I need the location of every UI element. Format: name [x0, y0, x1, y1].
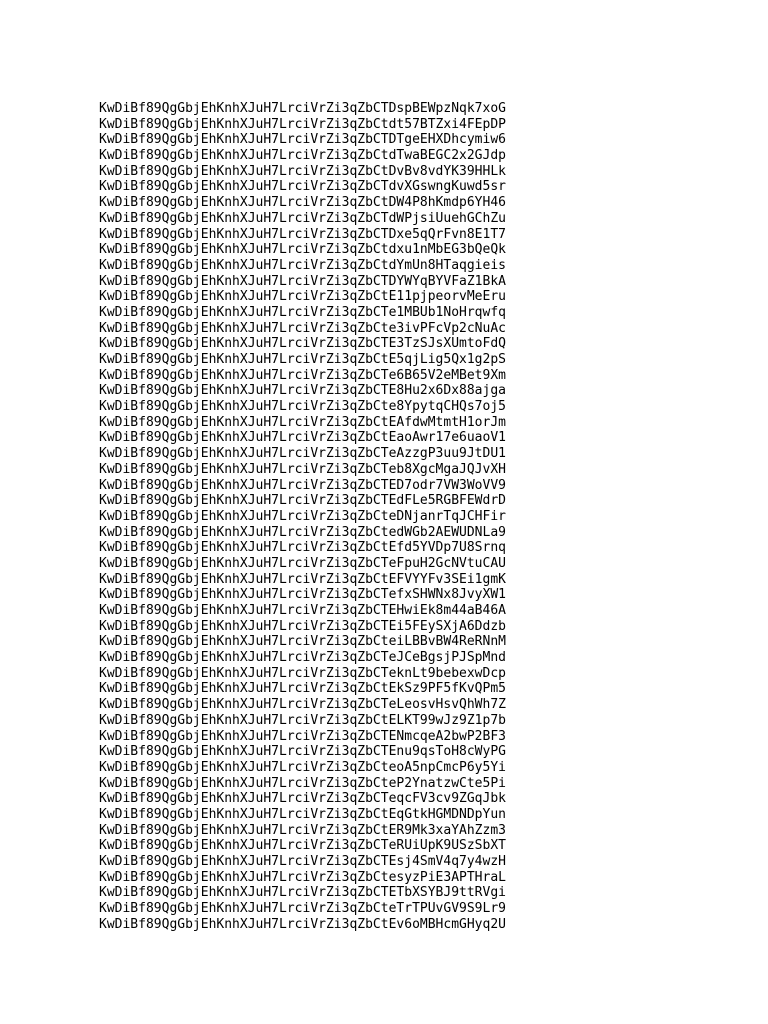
key-line: KwDiBf89QgGbjEhKnhXJuH7LrciVrZi3qZbCtDW4P8hKmdp6YH46 [99, 195, 506, 211]
key-line: KwDiBf89QgGbjEhKnhXJuH7LrciVrZi3qZbCTETbXSYBJ9ttRVgi [99, 885, 506, 901]
key-line: KwDiBf89QgGbjEhKnhXJuH7LrciVrZi3qZbCTE8Hu2x6Dx88ajga [99, 383, 506, 399]
key-line: KwDiBf89QgGbjEhKnhXJuH7LrciVrZi3qZbCtE5qjLig5Qx1g2pS [99, 352, 506, 367]
key-line: KwDiBf89QgGbjEhKnhXJuH7LrciVrZi3qZbCTdvXGswngKuwd5sr [99, 179, 506, 195]
key-line: KwDiBf89QgGbjEhKnhXJuH7LrciVrZi3qZbCteoA5npCmcP6y5Yi [99, 759, 506, 775]
key-line: KwDiBf89QgGbjEhKnhXJuH7LrciVrZi3qZbCTdWPjsiUuehGChZu [99, 210, 506, 226]
key-line: KwDiBf89QgGbjEhKnhXJuH7LrciVrZi3qZbCTeAzzgP3uu9JtDU1 [99, 446, 506, 462]
key-line: KwDiBf89QgGbjEhKnhXJuH7LrciVrZi3qZbCtEkSz9PF5fKvQPm5 [99, 681, 506, 697]
key-line: KwDiBf89QgGbjEhKnhXJuH7LrciVrZi3qZbCTENmcqeA2bwP2BF3 [99, 728, 506, 744]
key-line: KwDiBf89QgGbjEhKnhXJuH7LrciVrZi3qZbCTe6B65V2eMBet9Xm [99, 367, 506, 383]
key-line: KwDiBf89QgGbjEhKnhXJuH7LrciVrZi3qZbCtE11pjpeorvMeEru [99, 289, 506, 305]
key-line: KwDiBf89QgGbjEhKnhXJuH7LrciVrZi3qZbCtEv6oMBHcmGHyq2U [99, 916, 506, 932]
key-line: KwDiBf89QgGbjEhKnhXJuH7LrciVrZi3qZbCTeknLt9bebexwDcp [99, 665, 506, 681]
key-list [99, 101, 506, 932]
key-line: KwDiBf89QgGbjEhKnhXJuH7LrciVrZi3qZbCtDvBv8vdYK39HHLk [99, 163, 506, 179]
key-line: KwDiBf89QgGbjEhKnhXJuH7LrciVrZi3qZbCtELKT99wJz9Z1p7b [99, 712, 506, 728]
key-line: KwDiBf89QgGbjEhKnhXJuH7LrciVrZi3qZbCtdTwaBEGC2x2GJdp [99, 148, 506, 164]
key-line: KwDiBf89QgGbjEhKnhXJuH7LrciVrZi3qZbCTDYWYqBYVFaZ1BkA [99, 273, 506, 289]
key-line: KwDiBf89QgGbjEhKnhXJuH7LrciVrZi3qZbCTEi5FEySXjA6Ddzb [99, 618, 506, 634]
key-line: KwDiBf89QgGbjEhKnhXJuH7LrciVrZi3qZbCTEnu9qsToH8cWyPG [99, 744, 506, 760]
key-line: KwDiBf89QgGbjEhKnhXJuH7LrciVrZi3qZbCtesyzPiE3APTHraL [99, 869, 506, 885]
key-line: KwDiBf89QgGbjEhKnhXJuH7LrciVrZi3qZbCTEdFLe5RGBFEWdrD [99, 493, 506, 509]
key-line: KwDiBf89QgGbjEhKnhXJuH7LrciVrZi3qZbCTEHwiEk8m44aB46A [99, 603, 506, 618]
key-line: KwDiBf89QgGbjEhKnhXJuH7LrciVrZi3qZbCteiLBBvBW4ReRNnM [99, 634, 506, 650]
key-line: KwDiBf89QgGbjEhKnhXJuH7LrciVrZi3qZbCteDNjanrTqJCHFir [99, 508, 506, 524]
key-line: KwDiBf89QgGbjEhKnhXJuH7LrciVrZi3qZbCtdt57BTZxi4FEpDP [99, 116, 506, 132]
key-line: KwDiBf89QgGbjEhKnhXJuH7LrciVrZi3qZbCte8YpytqCHQs7oj5 [99, 399, 506, 415]
key-line: KwDiBf89QgGbjEhKnhXJuH7LrciVrZi3qZbCtEAfdwMtmtH1orJm [99, 414, 506, 430]
key-line: KwDiBf89QgGbjEhKnhXJuH7LrciVrZi3qZbCTDxe5qQrFvn8E1T7 [99, 226, 506, 242]
key-line: KwDiBf89QgGbjEhKnhXJuH7LrciVrZi3qZbCTeJCeBgsjPJSpMnd [99, 650, 506, 666]
key-line: KwDiBf89QgGbjEhKnhXJuH7LrciVrZi3qZbCTeqcFV3cv9ZGqJbk [99, 791, 506, 807]
key-line: KwDiBf89QgGbjEhKnhXJuH7LrciVrZi3qZbCtEFVYYFv3SEi1gmK [99, 571, 506, 587]
key-line: KwDiBf89QgGbjEhKnhXJuH7LrciVrZi3qZbCTefxSHWNx8JvyXW1 [99, 587, 506, 603]
key-line: KwDiBf89QgGbjEhKnhXJuH7LrciVrZi3qZbCTDTgeEHXDhcymiw6 [99, 132, 506, 148]
key-line: KwDiBf89QgGbjEhKnhXJuH7LrciVrZi3qZbCtEqGtkHGMDNDpYun [99, 806, 506, 822]
key-line: KwDiBf89QgGbjEhKnhXJuH7LrciVrZi3qZbCTEsj4SmV4q7y4wzH [99, 854, 506, 869]
key-line: KwDiBf89QgGbjEhKnhXJuH7LrciVrZi3qZbCTED7odr7VW3WoVV9 [99, 477, 506, 493]
key-line: KwDiBf89QgGbjEhKnhXJuH7LrciVrZi3qZbCteTrTPUvGV9S9Lr9 [99, 901, 506, 917]
key-line: KwDiBf89QgGbjEhKnhXJuH7LrciVrZi3qZbCteP2YnatzwCte5Pi [99, 775, 506, 791]
key-line: KwDiBf89QgGbjEhKnhXJuH7LrciVrZi3qZbCtEfd5YVDp7U8Srnq [99, 540, 506, 556]
key-line: KwDiBf89QgGbjEhKnhXJuH7LrciVrZi3qZbCTE3TzSJsXUmtoFdQ [99, 336, 506, 352]
key-line: KwDiBf89QgGbjEhKnhXJuH7LrciVrZi3qZbCTDspBEWpzNqk7xoG [99, 101, 506, 116]
key-line: KwDiBf89QgGbjEhKnhXJuH7LrciVrZi3qZbCTeRUiUpK9USzSbXT [99, 838, 506, 854]
key-line: KwDiBf89QgGbjEhKnhXJuH7LrciVrZi3qZbCTeLeosvHsvQhWh7Z [99, 697, 506, 713]
key-line: KwDiBf89QgGbjEhKnhXJuH7LrciVrZi3qZbCTeb8XgcMgaJQJvXH [99, 461, 506, 477]
key-line: KwDiBf89QgGbjEhKnhXJuH7LrciVrZi3qZbCtER9Mk3xaYAhZzm3 [99, 822, 506, 838]
key-line: KwDiBf89QgGbjEhKnhXJuH7LrciVrZi3qZbCtdxu1nMbEG3bQeQk [99, 242, 506, 258]
key-line: KwDiBf89QgGbjEhKnhXJuH7LrciVrZi3qZbCTeFpuH2GcNVtuCAU [99, 555, 506, 571]
key-line: KwDiBf89QgGbjEhKnhXJuH7LrciVrZi3qZbCtdYmUn8HTaqgieis [99, 257, 506, 273]
key-line: KwDiBf89QgGbjEhKnhXJuH7LrciVrZi3qZbCTe1MBUb1NoHrqwfq [99, 304, 506, 320]
key-line: KwDiBf89QgGbjEhKnhXJuH7LrciVrZi3qZbCtedWGb2AEWUDNLa9 [99, 524, 506, 540]
key-line: KwDiBf89QgGbjEhKnhXJuH7LrciVrZi3qZbCte3ivPFcVp2cNuAc [99, 320, 506, 336]
key-line: KwDiBf89QgGbjEhKnhXJuH7LrciVrZi3qZbCtEaoAwr17e6uaoV1 [99, 430, 506, 446]
